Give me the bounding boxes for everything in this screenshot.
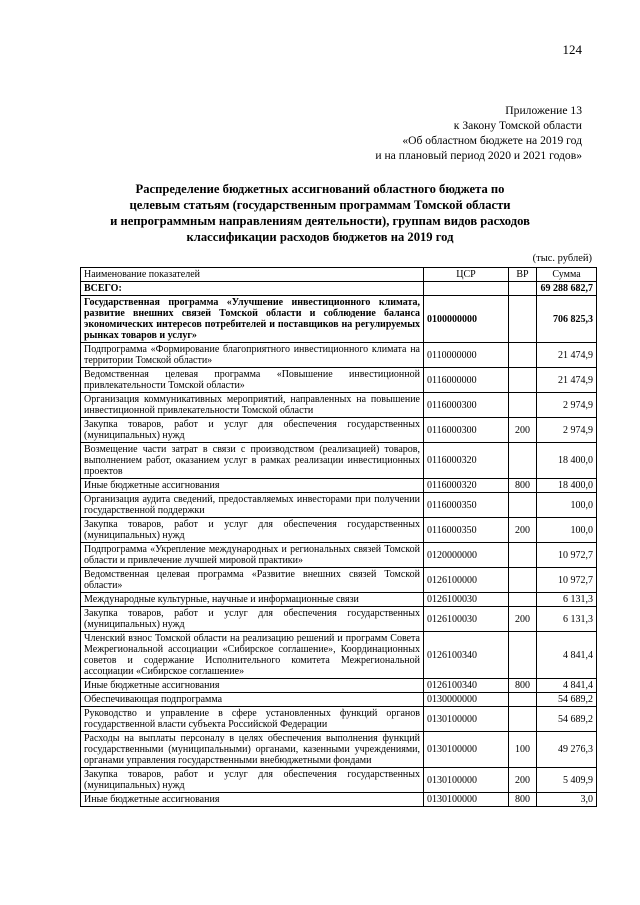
cell-sum: 49 276,3: [537, 732, 597, 768]
cell-name: Расходы на выплаты персоналу в целях обеспечения выполнения функций государственными (муниципальными) органами, казенными учреждениями, органами управления государственными внебюджетными фондами: [81, 732, 424, 768]
cell-csr: 0116000300: [424, 393, 509, 418]
table-row: [81, 493, 597, 518]
header-vr: ВР: [509, 268, 537, 282]
cell-csr: 0120000000: [424, 543, 509, 568]
cell-name: Подпрограмма «Укрепление международных и региональных связей Томской области и привлечение лучшей мировой практики»: [81, 543, 424, 568]
header-csr: ЦСР: [424, 268, 509, 282]
cell-name: Возмещение части затрат в связи с производством (реализацией) товаров, выполнением работ, оказанием услуг в рамках реализации инвестиционных проектов: [81, 443, 424, 479]
table-row: [81, 793, 597, 807]
cell-vr: [509, 368, 537, 393]
table-row: [81, 479, 597, 493]
cell-name: Организация коммуникативных мероприятий, направленных на повышение инвестиционной привлекательности Томской области: [81, 393, 424, 418]
cell-sum: 4 841,4: [537, 679, 597, 693]
cell-sum: 100,0: [537, 518, 597, 543]
table-row: [81, 518, 597, 543]
cell-sum: 54 689,2: [537, 707, 597, 732]
appendix-header: [375, 103, 582, 163]
cell-csr: 0116000350: [424, 493, 509, 518]
cell-vr: [509, 393, 537, 418]
title-line: классификации расходов бюджетов на 2019 год: [186, 230, 454, 244]
cell-name: Ведомственная целевая программа «Повышение инвестиционной привлекательности Томской области»: [81, 368, 424, 393]
cell-csr: 0126100340: [424, 679, 509, 693]
page-number: 124: [562, 42, 582, 57]
cell-name: Иные бюджетные ассигнования: [81, 479, 424, 493]
appendix-line: к Закону Томской области: [453, 119, 582, 132]
cell-sum: 5 409,9: [537, 768, 597, 793]
appendix-line: Приложение 13: [505, 104, 582, 117]
table-row: [81, 768, 597, 793]
cell-name: ВСЕГО:: [81, 282, 424, 296]
cell-sum: 54 689,2: [537, 693, 597, 707]
table-row: [81, 393, 597, 418]
cell-sum: 18 400,0: [537, 443, 597, 479]
budget-table: [80, 267, 597, 807]
cell-name: Организация аудита сведений, предоставляемых инвесторами при получении государственной поддержки: [81, 493, 424, 518]
cell-vr: [509, 632, 537, 679]
cell-csr: 0116000320: [424, 443, 509, 479]
cell-csr: 0126100030: [424, 593, 509, 607]
cell-vr: 800: [509, 479, 537, 493]
cell-name: Государственная программа «Улучшение инвестиционного климата, развитие внешних связей Томской области и соблюдение баланса экономических интересов потребителей и поставщиков на регулируемых рынках товаров и услуг»: [81, 296, 424, 343]
cell-csr: 0130100000: [424, 732, 509, 768]
title-line: и непрограммным направлениям деятельности), группам видов расходов: [110, 214, 530, 228]
cell-name: Подпрограмма «Формирование благоприятного инвестиционного климата на территории Томской области»: [81, 343, 424, 368]
cell-vr: [509, 282, 537, 296]
cell-csr: 0126100000: [424, 568, 509, 593]
cell-sum: 100,0: [537, 493, 597, 518]
cell-csr: 0130000000: [424, 693, 509, 707]
table-row: [81, 693, 597, 707]
cell-sum: 10 972,7: [537, 543, 597, 568]
table-row: [81, 543, 597, 568]
cell-name: Членский взнос Томской области на реализацию решений и программ Совета Межрегиональной ассоциации «Сибирское соглашение», Координационных советов и содержание Исполнительного комитета Межрегиональной ассоциации «Сибирское соглашение»: [81, 632, 424, 679]
units-label: (тыс. рублей): [532, 253, 592, 264]
cell-csr: 0116000300: [424, 418, 509, 443]
cell-sum: 21 474,9: [537, 343, 597, 368]
cell-name: Обеспечивающая подпрограмма: [81, 693, 424, 707]
cell-csr: 0110000000: [424, 343, 509, 368]
cell-vr: [509, 443, 537, 479]
cell-vr: 800: [509, 793, 537, 807]
cell-name: Руководство и управление в сфере установленных функций органов государственной власти субъекта Российской Федерации: [81, 707, 424, 732]
cell-csr: 0126100030: [424, 607, 509, 632]
table-row: [81, 607, 597, 632]
table-row: [81, 632, 597, 679]
cell-vr: 200: [509, 768, 537, 793]
title-line: Распределение бюджетных ассигнований областного бюджета по: [135, 182, 505, 196]
cell-sum: 2 974,9: [537, 393, 597, 418]
cell-name: Иные бюджетные ассигнования: [81, 793, 424, 807]
cell-vr: 200: [509, 607, 537, 632]
cell-vr: [509, 296, 537, 343]
cell-csr: 0126100340: [424, 632, 509, 679]
cell-csr: 0130100000: [424, 707, 509, 732]
cell-vr: [509, 693, 537, 707]
cell-name: Закупка товаров, работ и услуг для обеспечения государственных (муниципальных) нужд: [81, 518, 424, 543]
cell-sum: 4 841,4: [537, 632, 597, 679]
appendix-line: и на плановый период 2020 и 2021 годов»: [375, 149, 582, 162]
table-row: [81, 732, 597, 768]
cell-name: Закупка товаров, работ и услуг для обеспечения государственных (муниципальных) нужд: [81, 418, 424, 443]
cell-vr: [509, 343, 537, 368]
cell-sum: 69 288 682,7: [537, 282, 597, 296]
cell-vr: [509, 593, 537, 607]
cell-sum: 6 131,3: [537, 593, 597, 607]
cell-sum: 10 972,7: [537, 568, 597, 593]
cell-sum: 3,0: [537, 793, 597, 807]
cell-vr: 200: [509, 518, 537, 543]
table-header-row: [81, 268, 597, 282]
table-row: [81, 343, 597, 368]
table-row: [81, 296, 597, 343]
document-title: [80, 181, 560, 245]
cell-sum: 18 400,0: [537, 479, 597, 493]
cell-name: Закупка товаров, работ и услуг для обеспечения государственных (муниципальных) нужд: [81, 607, 424, 632]
table-row: [81, 443, 597, 479]
cell-vr: 800: [509, 679, 537, 693]
table-row: [81, 707, 597, 732]
cell-vr: 100: [509, 732, 537, 768]
cell-csr: 0116000350: [424, 518, 509, 543]
cell-csr: 0116000000: [424, 368, 509, 393]
table-row: [81, 368, 597, 393]
cell-vr: [509, 707, 537, 732]
cell-vr: [509, 493, 537, 518]
cell-vr: [509, 543, 537, 568]
cell-name: Закупка товаров, работ и услуг для обеспечения государственных (муниципальных) нужд: [81, 768, 424, 793]
header-name: Наименование показателей: [81, 268, 424, 282]
table-row: [81, 418, 597, 443]
appendix-line: «Об областном бюджете на 2019 год: [402, 134, 582, 147]
cell-sum: 21 474,9: [537, 368, 597, 393]
cell-vr: 200: [509, 418, 537, 443]
cell-csr: 0100000000: [424, 296, 509, 343]
header-sum: Сумма: [537, 268, 597, 282]
cell-name: Ведомственная целевая программа «Развитие внешних связей Томской области»: [81, 568, 424, 593]
title-line: целевым статьям (государственным программам Томской области: [129, 198, 511, 212]
cell-csr: [424, 282, 509, 296]
table-row: [81, 568, 597, 593]
cell-sum: 2 974,9: [537, 418, 597, 443]
cell-sum: 706 825,3: [537, 296, 597, 343]
cell-sum: 6 131,3: [537, 607, 597, 632]
cell-csr: 0130100000: [424, 768, 509, 793]
cell-csr: 0130100000: [424, 793, 509, 807]
cell-name: Международные культурные, научные и информационные связи: [81, 593, 424, 607]
cell-vr: [509, 568, 537, 593]
table-row: [81, 593, 597, 607]
table-row: [81, 282, 597, 296]
cell-csr: 0116000320: [424, 479, 509, 493]
table-row: [81, 679, 597, 693]
cell-name: Иные бюджетные ассигнования: [81, 679, 424, 693]
